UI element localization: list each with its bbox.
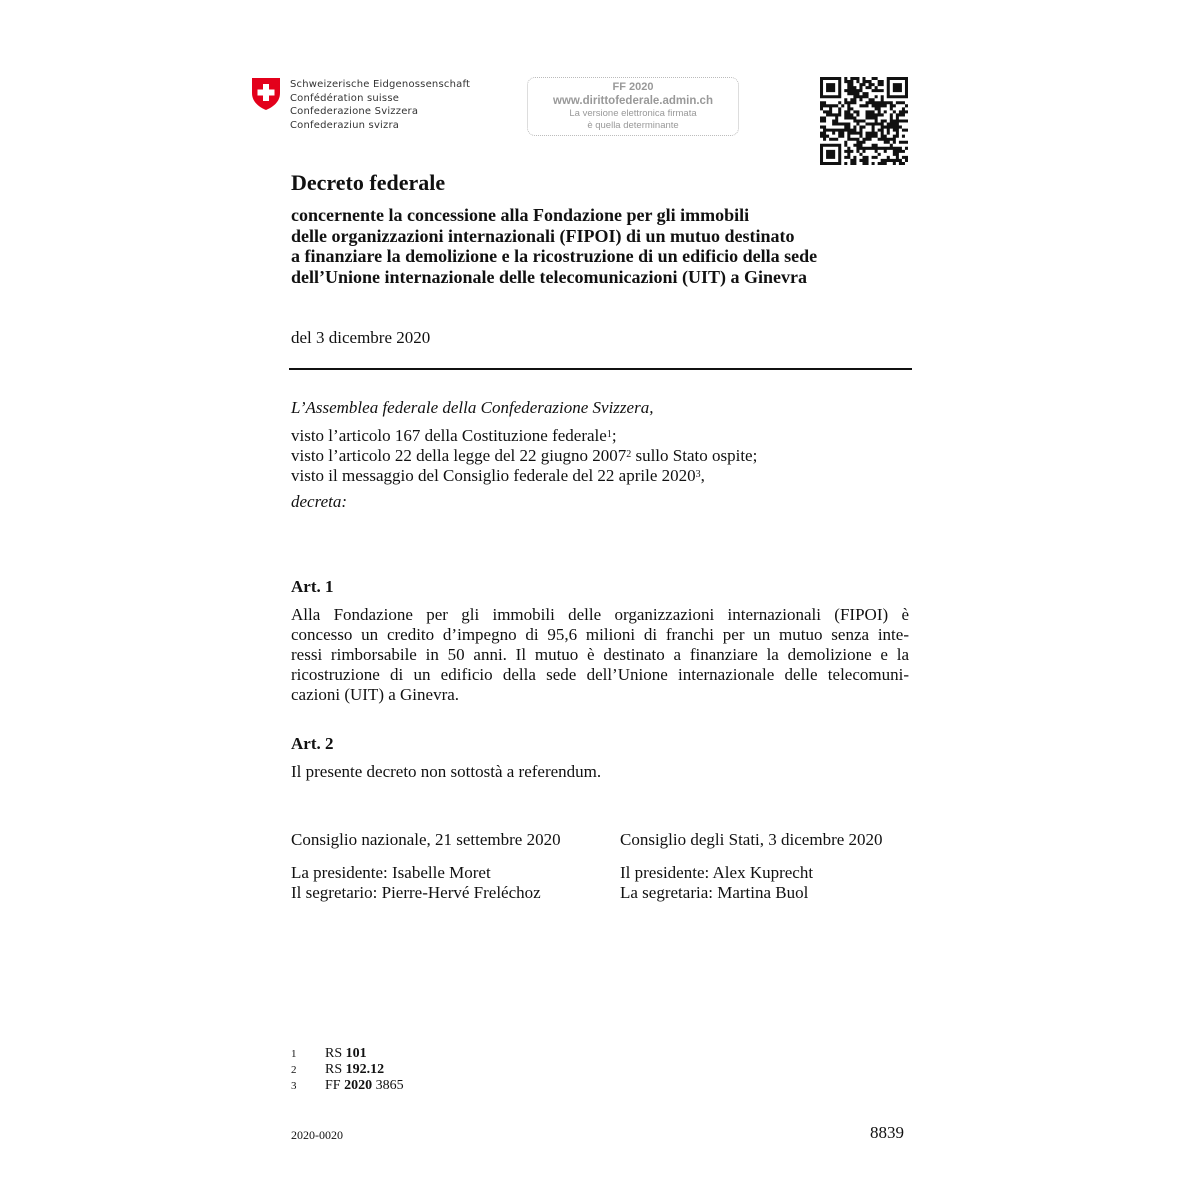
text-line: Il presente decreto non sottostà a referendum. xyxy=(291,762,602,781)
footnote-prefix: RS xyxy=(325,1046,346,1061)
preamble-visto-3 xyxy=(291,466,911,486)
confed-fr: Confédération suisse xyxy=(290,92,400,104)
chamber-date: Consiglio degli Stati, 3 dicembre 2020 xyxy=(620,830,883,849)
text-line: Alla Fondazione per gli immobili delle organizzazioni internazionali (FIPOI) è xyxy=(291,605,909,624)
visto-text: visto l’articolo 167 della Costituzione federale xyxy=(291,426,607,445)
preamble-visto-1 xyxy=(291,426,911,446)
footnote-suffix: 3865 xyxy=(372,1078,404,1093)
text-line: cazioni (UIT) a Ginevra. xyxy=(291,685,460,704)
confederation-names xyxy=(290,78,470,132)
document-title: Decreto federale xyxy=(291,170,446,195)
stamp-ff: FF 2020 xyxy=(612,81,654,93)
decreta: decreta: xyxy=(291,492,348,511)
confed-rm: Confederaziun svizra xyxy=(290,119,400,131)
document-number: 2020-0020 xyxy=(291,1128,343,1142)
qr-code-icon xyxy=(820,77,908,165)
visto-text: visto l’articolo 22 della legge del 22 giugno 2007 xyxy=(291,446,627,465)
text-line: concesso un credito d’impegno di 95,6 milioni di franchi per un mutuo senza inte- xyxy=(291,625,909,644)
preamble-visto-2 xyxy=(291,446,911,466)
footnote-number: 2 xyxy=(291,1064,297,1076)
footnote-number: 1 xyxy=(291,1048,297,1060)
footnote-ref: 192.12 xyxy=(345,1062,385,1077)
footnote xyxy=(291,1062,404,1078)
chamber-date: Consiglio nazionale, 21 settembre 2020 xyxy=(291,830,561,849)
footnote-ref[interactable]: 3 xyxy=(695,469,701,480)
stamp-note2: è quella determinante xyxy=(587,120,679,131)
president: La presidente: Isabelle Moret xyxy=(291,863,491,882)
preamble xyxy=(291,398,911,512)
footnote-ref[interactable]: 1 xyxy=(606,429,612,440)
article-2-text xyxy=(291,762,909,782)
footnote-ref[interactable]: 2 xyxy=(626,449,632,460)
footnote xyxy=(291,1078,404,1094)
visto-text: sullo Stato ospite; xyxy=(631,446,758,465)
subtitle-line: concernente la concessione alla Fondazione per gli immobili xyxy=(291,205,750,225)
visto-text: visto il messaggio del Consiglio federale del 22 aprile 2020 xyxy=(291,466,696,485)
page-number: 8839 xyxy=(870,1123,904,1142)
electronic-version-stamp xyxy=(527,77,739,136)
document-subtitle xyxy=(291,205,911,287)
text-line: ressi rimborsabile in 50 anni. Il mutuo è destinato a finanziare la demolizione e la xyxy=(291,645,909,664)
footnotes xyxy=(291,1046,404,1094)
footnote xyxy=(291,1046,404,1062)
footnote-ref: 101 xyxy=(345,1046,367,1061)
punct: , xyxy=(700,466,705,485)
preamble-intro: L’Assemblea federale della Confederazione Svizzera, xyxy=(291,398,654,417)
swiss-emblem-icon xyxy=(251,77,281,111)
stamp-url: www.dirittofederale.admin.ch xyxy=(553,95,713,107)
signature-council-of-states xyxy=(620,830,883,903)
stamp-note1: La versione elettronica firmata xyxy=(569,108,697,119)
text-line: ricostruzione di un edificio della sede dell’Unione internazionale delle telecomuni- xyxy=(291,665,909,684)
subtitle-line: delle organizzazioni internazionali (FIPOI) di un mutuo destinato xyxy=(291,225,795,246)
secretary: Il segretario: Pierre-Hervé Freléchoz xyxy=(291,883,541,902)
decree-date: del 3 dicembre 2020 xyxy=(291,328,431,347)
footnote-ref: 2020 xyxy=(344,1078,373,1093)
article-1-text xyxy=(291,605,909,705)
signature-national-council xyxy=(291,830,561,903)
footnote-prefix: RS xyxy=(325,1062,346,1077)
subtitle-line: a finanziare la demolizione e la ricostruzione di un edificio della sede xyxy=(291,246,818,266)
subtitle-line: dell’Unione internazionale delle telecomunicazioni (UIT) a Ginevra xyxy=(291,266,807,287)
confed-de: Schweizerische Eidgenossenschaft xyxy=(290,79,471,90)
footnote-number: 3 xyxy=(291,1080,297,1092)
article-2-heading: Art. 2 xyxy=(291,734,334,753)
divider xyxy=(289,368,912,370)
punct: ; xyxy=(611,426,617,445)
secretary: La segretaria: Martina Buol xyxy=(620,883,809,902)
president: Il presidente: Alex Kuprecht xyxy=(620,863,814,882)
article-1-heading: Art. 1 xyxy=(291,577,334,596)
confed-it: Confederazione Svizzera xyxy=(290,106,419,118)
footnote-prefix: FF xyxy=(325,1078,345,1093)
